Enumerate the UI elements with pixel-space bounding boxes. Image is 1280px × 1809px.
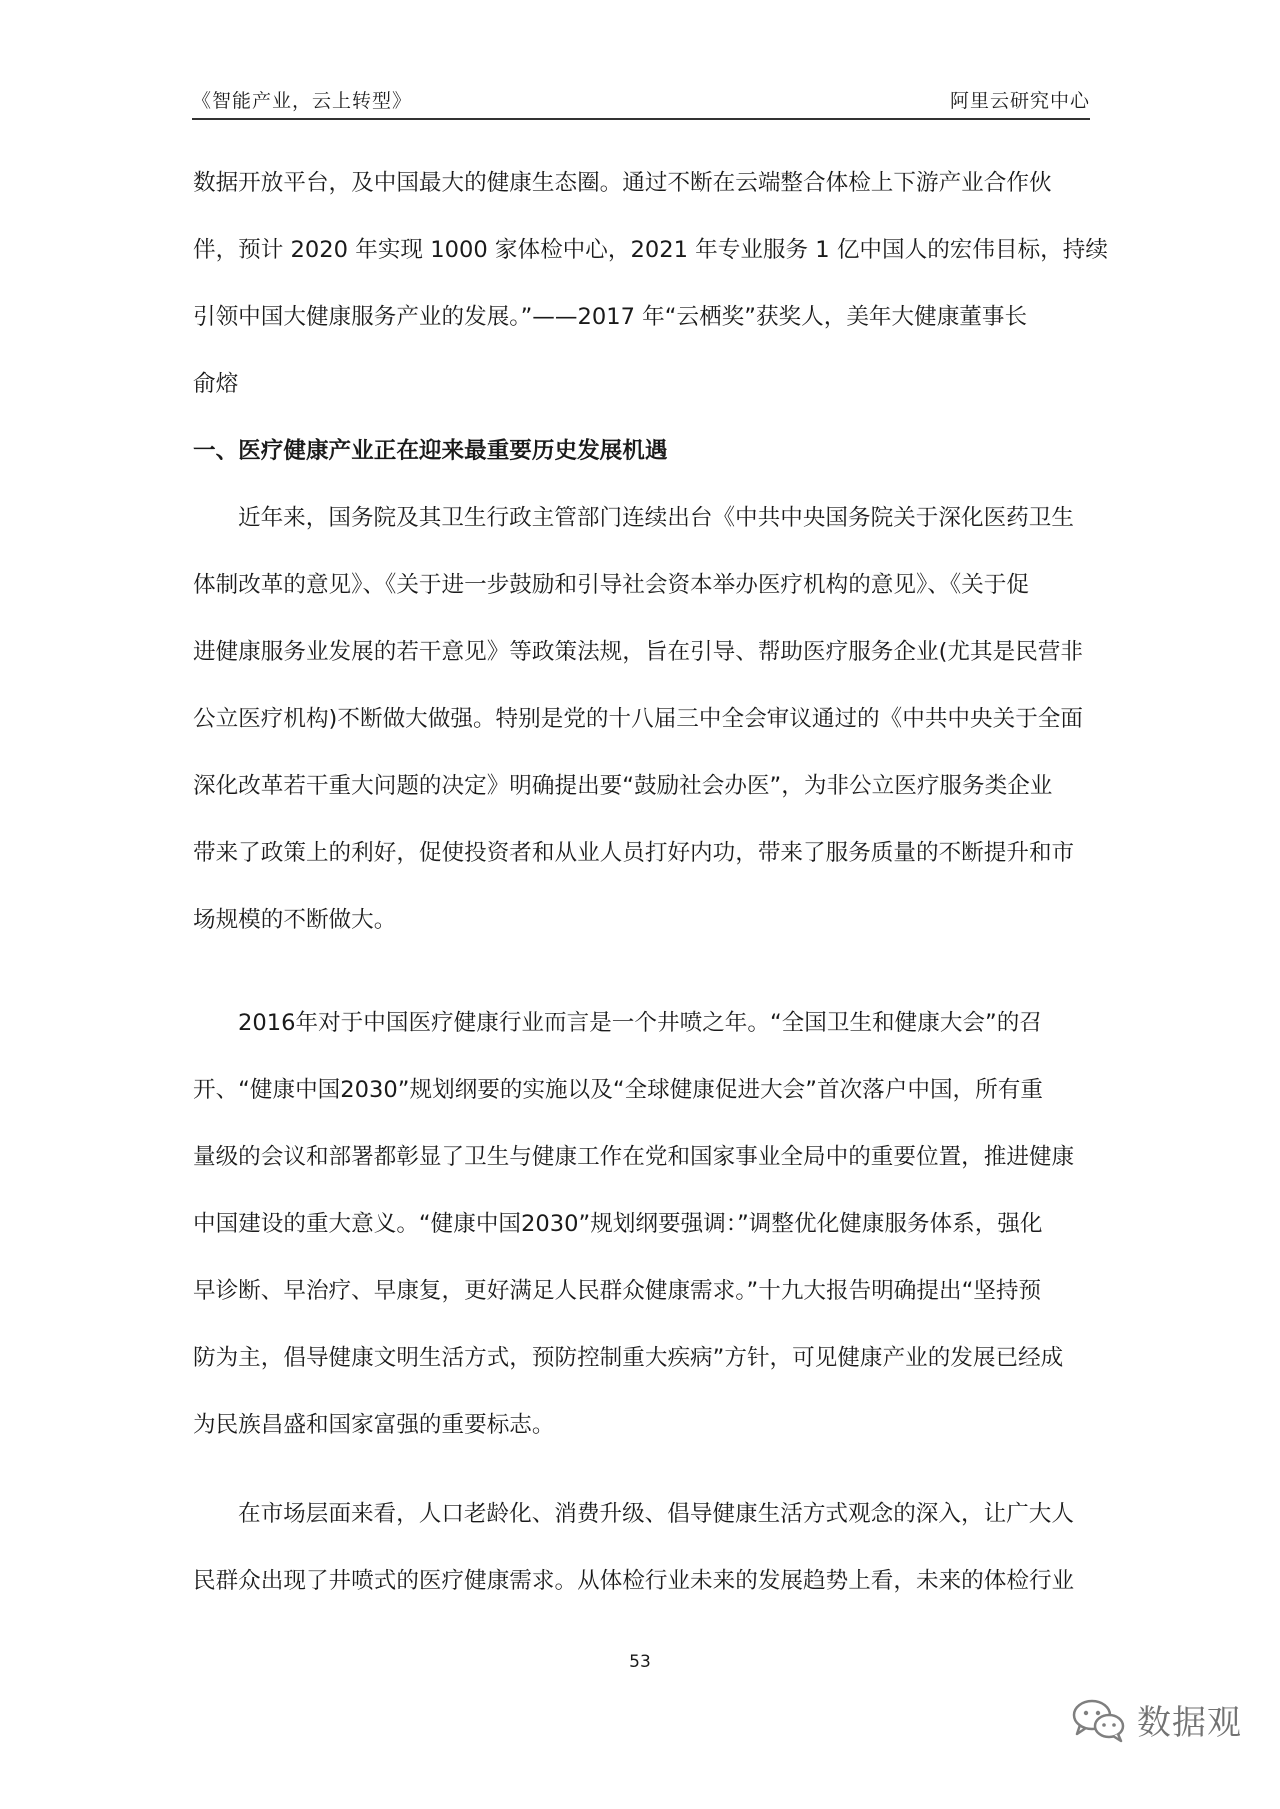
text-line: 体制改革的意见》、《关于进一步鼓励和引导社会资本举办医疗机构的意见》、《关于促 <box>193 572 1029 598</box>
text-line: 量级的会议和部署都彰显了卫生与健康工作在党和国家事业全局中的重要位置，推进健康 <box>193 1144 1075 1170</box>
publisher-name: 阿里云研究中心 <box>949 90 1090 112</box>
text-line: 进健康服务业发展的若干意见》等政策法规，旨在引导、帮助医疗服务企业(尤其是民营非 <box>193 639 1083 665</box>
text-line: 在市场层面来看，人口老龄化、消费升级、倡导健康生活方式观念的深入，让广大人 <box>238 1501 1074 1527</box>
text-line: 民群众出现了井喷式的医疗健康需求。从体检行业未来的发展趋势上看，未来的体检行业 <box>193 1568 1075 1594</box>
text-line: 开、“健康中国2030”规划纲要的实施以及“全球健康促进大会”首次落户中国，所有重 <box>193 1077 1043 1103</box>
text-line: 为民族昌盛和国家富强的重要标志。 <box>193 1412 555 1438</box>
text-line: 近年来，国务院及其卫生行政主管部门连续出台《中共中央国务院关于深化医药卫生 <box>238 505 1074 531</box>
watermark <box>1071 1695 1242 1744</box>
document-title: 《智能产业，云上转型》 <box>192 90 413 112</box>
page-header <box>192 86 1090 120</box>
wechat-icon <box>1071 1697 1127 1743</box>
text-line: 场规模的不断做大。 <box>193 907 397 933</box>
text-line: 数据开放平台，及中国最大的健康生态圈。通过不断在云端整合体检上下游产业合作伙 <box>193 170 1052 196</box>
text-line: 早诊断、早治疗、早康复，更好满足人民群众健康需求。”十九大报告明确提出“坚持预 <box>193 1278 1042 1304</box>
text-line: 俞熔 <box>193 371 239 397</box>
text-line: 带来了政策上的利好，促使投资者和从业人员打好内功，带来了服务质量的不断提升和市 <box>193 840 1075 866</box>
text-line: 防为主，倡导健康文明生活方式，预防控制重大疾病”方针，可见健康产业的发展已经成 <box>193 1345 1064 1371</box>
text-line: 伴，预计 2020 年实现 1000 家体检中心，2021 年专业服务 1 亿中国人的宏伟目标，持续 <box>193 237 1108 263</box>
text-line: 中国建设的重大意义。“健康中国2030”规划纲要强调：”调整优化健康服务体系，强化 <box>193 1211 1043 1237</box>
intro-text <box>193 150 1108 954</box>
text-line: 深化改革若干重大问题的决定》明确提出要“鼓励社会办医”，为非公立医疗服务类企业 <box>193 773 1053 799</box>
page-number: 53 <box>629 1652 651 1672</box>
text-line: 2016年对于中国医疗健康行业而言是一个井喷之年。“全国卫生和健康大会”的召 <box>238 1010 1042 1036</box>
paragraph-2016 <box>193 990 1083 1459</box>
text-line: 引领中国大健康服务产业的发展。”——2017 年“云栖奖”获奖人，美年大健康董事长 <box>193 304 1028 330</box>
text-line: 公立医疗机构)不断做大做强。特别是党的十八届三中全会审议通过的《中共中央关于全面 <box>193 706 1083 732</box>
section-heading: 一、医疗健康产业正在迎来最重要历史发展机遇 <box>193 438 668 464</box>
watermark-text: 数据观 <box>1137 1703 1242 1743</box>
paragraph-market <box>193 1481 1083 1615</box>
